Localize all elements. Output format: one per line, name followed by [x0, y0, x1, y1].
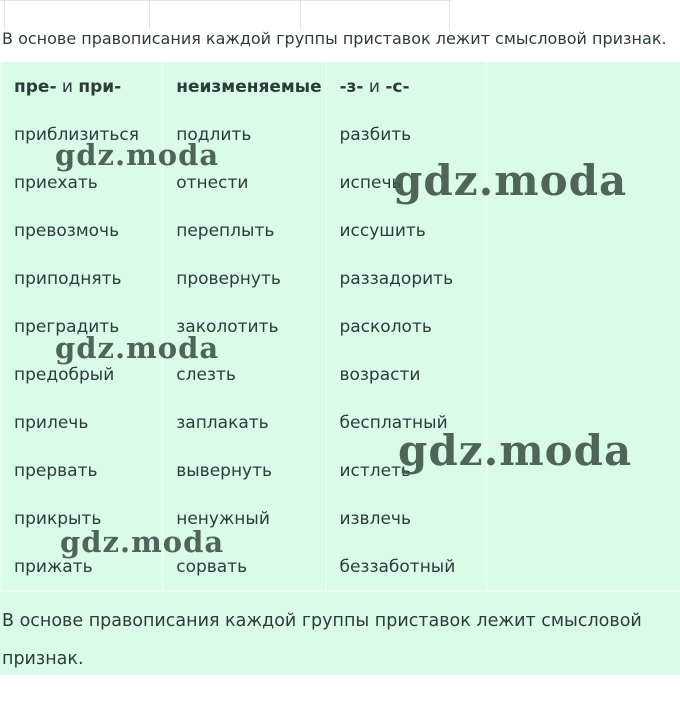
remnant-border-line: [149, 1, 150, 29]
table-cell-empty: [487, 303, 680, 351]
table-row: [1, 351, 680, 399]
column-header-z-s: [326, 62, 486, 111]
header-label: неизменяемые: [176, 76, 322, 97]
top-table-remnant: [0, 0, 451, 29]
watermark-gdz-moda: gdz.moda: [60, 525, 225, 559]
table-cell: приподнять: [14, 269, 122, 289]
table-row: [1, 255, 680, 303]
table-cell: отнести: [163, 159, 326, 207]
header-part-regular: и: [363, 76, 386, 97]
table-cell-empty: [487, 111, 680, 159]
table-cell: разбить: [326, 111, 486, 159]
watermark-gdz-moda: gdz.moda: [393, 156, 628, 205]
watermark-gdz-moda: gdz.moda: [398, 426, 633, 475]
content-block: [0, 62, 680, 675]
table-cell: приблизиться: [14, 125, 139, 145]
table-cell: сорвать: [163, 543, 326, 591]
table-row: [1, 495, 680, 543]
table-row: [1, 207, 680, 255]
table-cell: возрасти: [326, 351, 486, 399]
table-cell: прижать: [1, 543, 163, 591]
table-cell-empty: [487, 495, 680, 543]
table-cell: извлечь: [326, 495, 486, 543]
outro-paragraph: [0, 592, 680, 675]
table-row: [1, 111, 680, 159]
table-cell: слезть: [163, 351, 326, 399]
table-cell-empty: [487, 351, 680, 399]
table-cell-empty: [487, 447, 680, 495]
header-part-bold: пре-: [14, 76, 57, 97]
column-header-unchangeable: [163, 62, 326, 111]
table-row: [1, 447, 680, 495]
table-cell-empty: [487, 159, 680, 207]
header-part-regular: и: [56, 76, 79, 97]
header-part-bold: -с-: [385, 76, 410, 97]
table-cell: преградить: [14, 317, 120, 337]
header-row: [1, 62, 680, 111]
table-cell: ненужный: [163, 495, 326, 543]
table-cell: прикрыть: [14, 509, 102, 529]
table-cell: испечь: [326, 159, 486, 207]
table-body: [1, 111, 680, 591]
table-header: [1, 62, 680, 111]
watermark-gdz-moda: gdz.moda: [55, 331, 220, 365]
table-cell-empty: [487, 207, 680, 255]
table-cell: заколотить: [163, 303, 326, 351]
table-row: [1, 543, 680, 591]
table-cell: приехать: [14, 173, 98, 193]
remnant-border-line: [449, 1, 450, 29]
column-header-pre-pri: [1, 62, 163, 111]
remnant-border-line: [300, 1, 301, 29]
table-cell: прервать: [14, 461, 98, 481]
table-cell-empty: [487, 399, 680, 447]
table-cell: вывернуть: [163, 447, 326, 495]
outro-line-2: признак.: [2, 649, 84, 669]
outro-line-1: В основе правописания каждой группы приставок лежит смысловой: [2, 611, 642, 631]
table-cell-empty: [487, 255, 680, 303]
table-cell: подлить: [163, 111, 326, 159]
table-cell: переплыть: [163, 207, 326, 255]
table-row: [1, 303, 680, 351]
header-part-bold: при-: [78, 76, 122, 97]
table-cell: провернуть: [163, 255, 326, 303]
table-cell: предобрый: [14, 365, 115, 385]
prefix-table: [0, 62, 680, 592]
table-cell: прилечь: [14, 413, 89, 433]
remnant-border-line: [4, 1, 5, 29]
intro-paragraph: В основе правописания каждой группы приставок лежит смысловой признак.: [2, 29, 667, 48]
table-cell: заплакать: [163, 399, 326, 447]
watermark-gdz-moda: gdz.moda: [55, 138, 220, 172]
table-row: [1, 159, 680, 207]
table-row: [1, 399, 680, 447]
column-header-empty: [487, 62, 680, 111]
table-cell: бесплатный: [326, 399, 486, 447]
table-cell: беззаботный: [326, 543, 486, 591]
table-cell: раззадорить: [326, 255, 486, 303]
table-cell: расколоть: [326, 303, 486, 351]
table-cell: превозмочь: [14, 221, 120, 241]
table-cell: иссушить: [326, 207, 486, 255]
table-cell: истлеть: [326, 447, 486, 495]
header-part-bold: -з-: [339, 76, 364, 97]
table-cell-empty: [487, 543, 680, 591]
